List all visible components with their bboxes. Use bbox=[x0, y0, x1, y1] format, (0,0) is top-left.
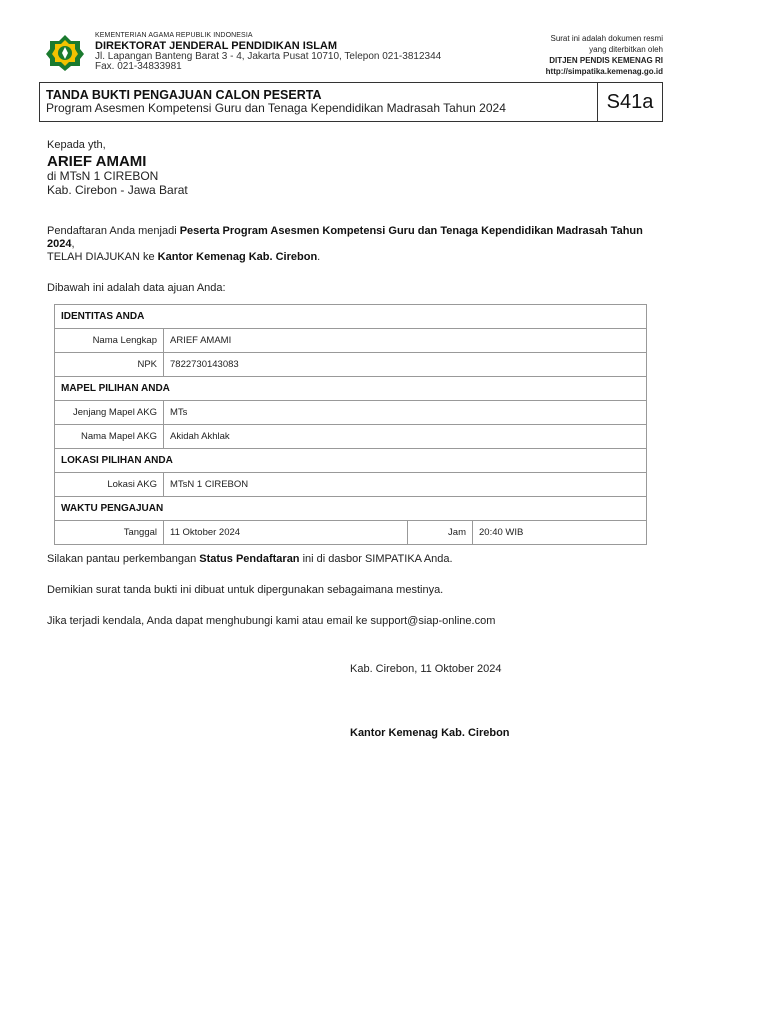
submitted-text: TELAH DIAJUKAN ke bbox=[47, 251, 158, 263]
table-row bbox=[55, 425, 647, 449]
tanggal-label: Tanggal bbox=[55, 521, 164, 545]
intro-comma: , bbox=[71, 238, 75, 250]
monitor-text-b: ini di dasbor SIMPATIKA Anda. bbox=[299, 553, 453, 565]
submitted-office: Kantor Kemenag Kab. Cirebon bbox=[157, 251, 318, 263]
table-row bbox=[55, 473, 647, 497]
section-row bbox=[55, 377, 647, 401]
ministry-logo-icon bbox=[45, 34, 85, 72]
document-code: S41a bbox=[597, 83, 662, 121]
directorate-address bbox=[95, 52, 441, 72]
note-line-2: yang diterbitkan oleh bbox=[589, 45, 663, 54]
mapel-name-value: Akidah Akhlak bbox=[164, 425, 647, 449]
directorate-name: DIREKTORAT JENDERAL PENDIDIKAN ISLAM bbox=[95, 40, 338, 52]
jam-label: Jam bbox=[408, 521, 473, 545]
recipient-region: Kab. Cirebon - Jawa Barat bbox=[47, 183, 188, 197]
document-title: TANDA BUKTI PENGAJUAN CALON PESERTA bbox=[46, 88, 322, 102]
table-row bbox=[55, 521, 647, 545]
tanggal-value: 11 Oktober 2024 bbox=[164, 521, 408, 545]
section-identitas-heading: IDENTITAS ANDA bbox=[55, 305, 647, 329]
lokasi-label: Lokasi AKG bbox=[55, 473, 164, 497]
document-subtitle: Program Asesmen Kompetensi Guru dan Tenaga Kependidikan Madrasah Tahun 2024 bbox=[46, 101, 506, 115]
greeting: Kepada yth, bbox=[47, 139, 106, 151]
recipient-name: ARIEF AMAMI bbox=[47, 153, 147, 170]
monitor-status: Status Pendaftaran bbox=[199, 553, 300, 565]
mapel-name-label: Nama Mapel AKG bbox=[55, 425, 164, 449]
contact-line: Jika terjadi kendala, Anda dapat menghubungi kami atau email ke support@siap-online.com bbox=[47, 615, 496, 627]
lokasi-value: MTsN 1 CIREBON bbox=[164, 473, 647, 497]
name-value: ARIEF AMAMI bbox=[164, 329, 647, 353]
jenjang-value: MTs bbox=[164, 401, 647, 425]
section-row bbox=[55, 497, 647, 521]
npk-value: 7822730143083 bbox=[164, 353, 647, 377]
section-lokasi-heading: LOKASI PILIHAN ANDA bbox=[55, 449, 647, 473]
address-line: Jl. Lapangan Banteng Barat 3 - 4, Jakarta Pusat 10710, Telepon 021-3812344 bbox=[95, 51, 442, 62]
fax-line: Fax. 021-34833981 bbox=[95, 61, 182, 72]
submitted-end: . bbox=[317, 251, 321, 263]
monitor-text-a: Silakan pantau perkembangan bbox=[47, 553, 200, 565]
table-row bbox=[55, 353, 647, 377]
signature-place-date: Kab. Cirebon, 11 Oktober 2024 bbox=[350, 663, 502, 675]
name-label: Nama Lengkap bbox=[55, 329, 164, 353]
submission-data-table bbox=[54, 304, 647, 545]
table-row bbox=[55, 329, 647, 353]
official-document-note bbox=[546, 33, 663, 77]
jam-value: 20:40 WIB bbox=[473, 521, 647, 545]
intro-text: Pendaftaran Anda menjadi bbox=[47, 225, 180, 237]
registration-paragraph bbox=[47, 225, 657, 264]
note-line-1: Surat ini adalah dokumen resmi bbox=[550, 34, 663, 43]
note-org: DITJEN PENDIS KEMENAG RI bbox=[549, 56, 663, 65]
npk-label: NPK bbox=[55, 353, 164, 377]
program-name: Peserta Program Asesmen Kompetensi Guru dan Tenaga Kependidikan Madrasah Tahun 2024 bbox=[47, 225, 643, 250]
section-row bbox=[55, 449, 647, 473]
recipient-institution: di MTsN 1 CIREBON bbox=[47, 169, 159, 183]
section-waktu-heading: WAKTU PENGAJUAN bbox=[55, 497, 647, 521]
signature-office: Kantor Kemenag Kab. Cirebon bbox=[350, 727, 510, 739]
jenjang-label: Jenjang Mapel AKG bbox=[55, 401, 164, 425]
data-intro: Dibawah ini adalah data ajuan Anda: bbox=[47, 282, 226, 294]
note-url[interactable]: http://simpatika.kemenag.go.id bbox=[545, 67, 663, 76]
table-row bbox=[55, 401, 647, 425]
ministry-name: KEMENTERIAN AGAMA REPUBLIK INDONESIA bbox=[95, 32, 253, 39]
monitor-line bbox=[47, 553, 453, 565]
section-mapel-heading: MAPEL PILIHAN ANDA bbox=[55, 377, 647, 401]
document-title-box bbox=[39, 82, 663, 122]
section-row bbox=[55, 305, 647, 329]
closing-line: Demikian surat tanda bukti ini dibuat untuk dipergunakan sebagaimana mestinya. bbox=[47, 584, 444, 596]
